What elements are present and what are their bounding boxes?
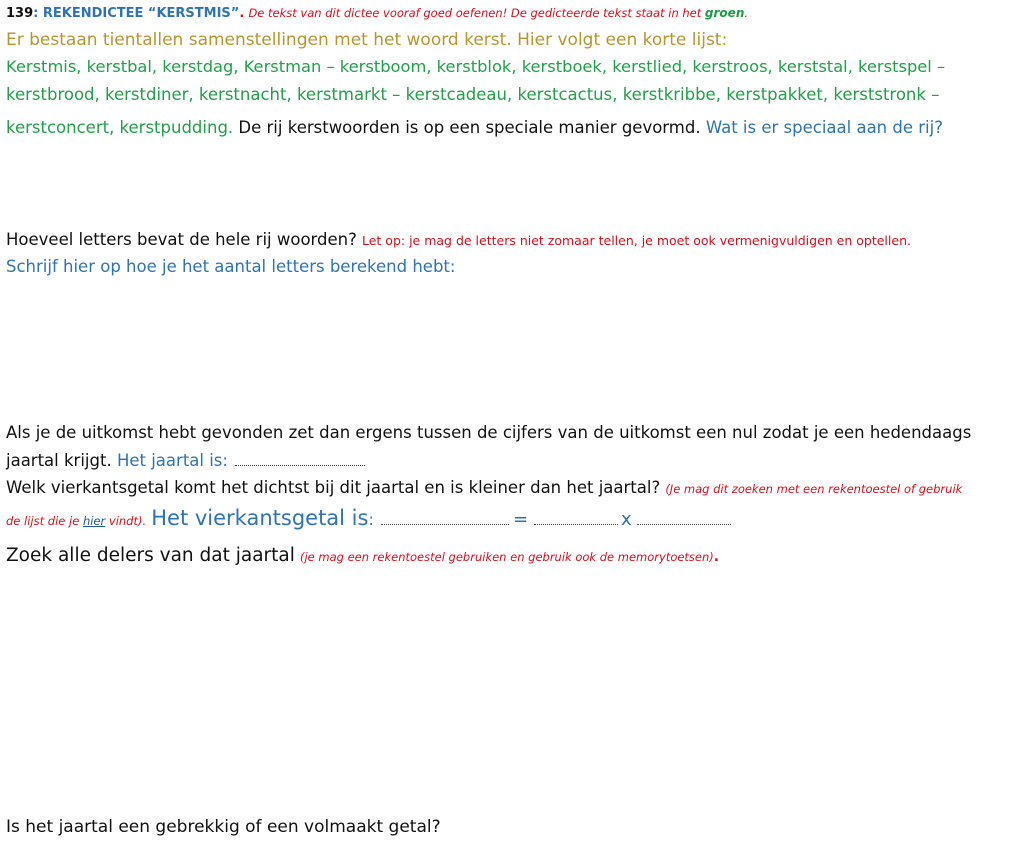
- year-question-line-2: [6, 451, 365, 470]
- square-answer-line: [6, 506, 731, 530]
- perfect-question: Is het jaartal een gebrekkig of een volmaakt getal?: [6, 817, 441, 837]
- hier-link[interactable]: hier: [82, 514, 106, 528]
- square-note-line-2-start: de lijst die je: [6, 514, 83, 528]
- intro-text: Er bestaan tientallen samenstellingen met het woord kerst. Hier volgt een korte lijst:: [6, 30, 728, 50]
- square-answer-blank-2[interactable]: [534, 523, 618, 525]
- square-times: x: [621, 509, 632, 530]
- year-answer-blank[interactable]: [235, 464, 365, 466]
- letters-instruction: Schrijf hier op hoe je het aantal letters berekend hebt:: [6, 257, 456, 276]
- special-statement: De rij kerstwoorden is op een speciale manier gevormd.: [238, 118, 701, 137]
- word-list-end: kerstconcert, kerstpudding.: [6, 118, 234, 137]
- title-dot: .: [239, 6, 245, 21]
- square-question: Welk vierkantsgetal komt het dichtst bij dit jaartal en is kleiner dan het jaartal?: [6, 478, 661, 497]
- square-note-line-2: [6, 514, 146, 528]
- divisors-note: (je mag een rekentoestel gebruiken en gebruik ook de memorytoetsen): [299, 550, 714, 564]
- special-question: Wat is er speciaal aan de rij?: [705, 118, 943, 137]
- title-number: 139: [6, 6, 34, 21]
- year-question-end: jaartal krijgt.: [6, 451, 112, 470]
- square-question-line: [6, 478, 962, 497]
- square-note-start: (Je mag dit zoeken met een rekentoestel of gebruik: [665, 482, 963, 496]
- word-list-line-2: kerstbrood, kerstdiner, kerstnacht, kerstmarkt – kerstcadeau, kerstcactus, kerstkribbe, kerstpakket, kerststronk –: [6, 85, 940, 104]
- title-colon: :: [33, 6, 43, 21]
- title-end: .: [744, 6, 749, 20]
- divisors-question-line: [6, 545, 719, 566]
- letters-question: Hoeveel letters bevat de hele rij woorden?: [6, 230, 357, 249]
- letters-question-line: [6, 230, 911, 249]
- square-answer-blank-1[interactable]: [381, 523, 509, 525]
- letters-note: Let op: je mag de letters niet zomaar tellen, je moet ook vermenigvuldigen en optellen.: [362, 233, 911, 248]
- year-answer-label: Het jaartal is:: [116, 451, 228, 470]
- word-list-line-3: [6, 118, 943, 137]
- square-answer-colon: :: [368, 510, 374, 529]
- title-name: REKENDICTEE “KERSTMIS”: [42, 6, 240, 21]
- square-answer-label: Het vierkantsgetal is: [151, 506, 369, 530]
- title-instruction: De tekst van dit dictee vooraf goed oefenen! De gedicteerde tekst staat in het: [248, 6, 705, 20]
- square-answer-blank-3[interactable]: [637, 523, 731, 525]
- word-list-line-1: Kerstmis, kerstbal, kerstdag, Kerstman – kerstboom, kerstblok, kerstboek, kerstlied, kerstroos, kerststal, kerstspel –: [6, 57, 946, 76]
- square-note-line-2-end: vindt).: [105, 514, 147, 528]
- year-question-line-1: Als je de uitkomst hebt gevonden zet dan ergens tussen de cijfers van de uitkomst een nul zodat je een hedendaags: [6, 423, 972, 442]
- divisors-question: Zoek alle delers van dat jaartal: [6, 545, 295, 566]
- title-line: [6, 6, 748, 21]
- title-green-word: groen: [704, 6, 745, 20]
- divisors-end: .: [713, 549, 720, 565]
- square-equals: =: [512, 509, 529, 530]
